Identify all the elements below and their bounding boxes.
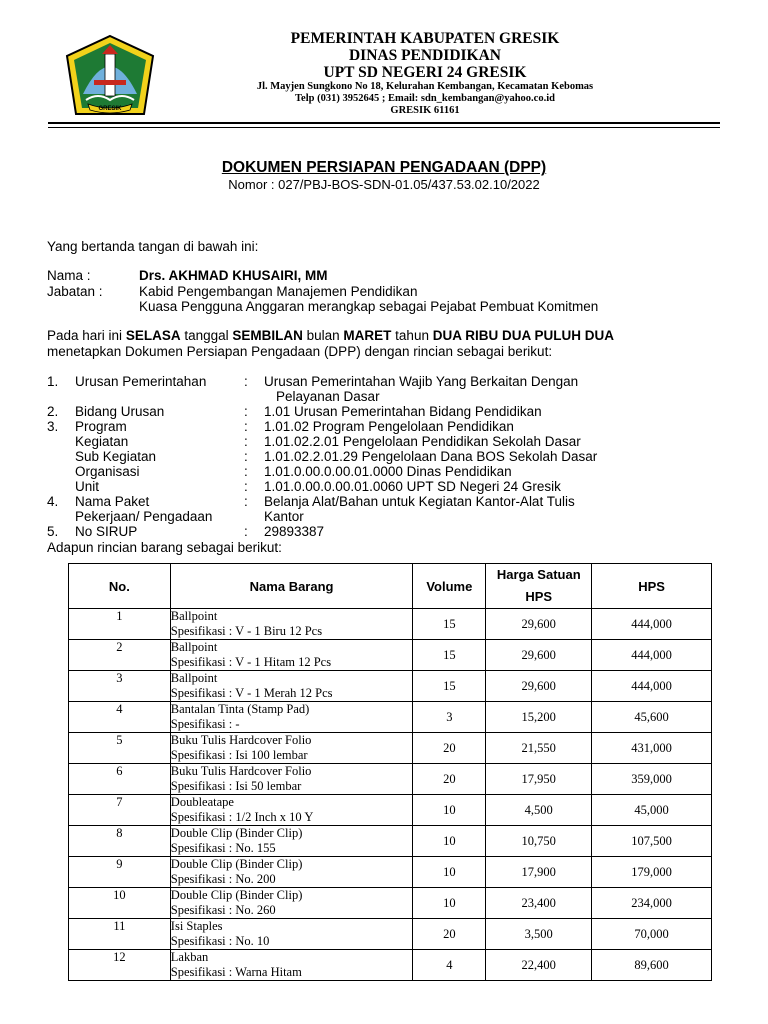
year-value: DUA RIBU DUA PULUH DUA	[432, 328, 614, 343]
table-row: 5 Buku Tulis Hardcover Folio Spesifikasi : Isi 100 lembar 20 21,550 431,000	[69, 733, 712, 764]
table-row: 1 Ballpoint Spesifikasi : V - 1 Biru 12 Pcs 15 29,600 444,000	[69, 609, 712, 640]
letterhead	[190, 30, 660, 117]
document-number: Nomor : 027/PBJ-BOS-SDN-01.05/437.53.02.10/2022	[228, 177, 540, 192]
intro-text: Yang bertanda tangan di bawah ini:	[47, 239, 259, 254]
address: Jl. Mayjen Sungkono No 18, Kelurahan Kembangan, Kecamatan Kebomas	[256, 81, 594, 92]
table-row: 3 Ballpoint Spesifikasi : V - 1 Merah 12 Pcs 15 29,600 444,000	[69, 671, 712, 702]
table-row: 11 Isi Staples Spesifikasi : No. 10 20 3,500 70,000	[69, 919, 712, 950]
agency-name: DINAS PENDIDIKAN	[348, 47, 501, 64]
name-label: Nama :	[47, 268, 91, 283]
header-no: No.	[69, 564, 171, 609]
table-row: 10 Double Clip (Binder Clip) Spesifikasi : No. 260 10 23,400 234,000	[69, 888, 712, 919]
table-row: 12 Lakban Spesifikasi : Warna Hitam 4 22,400 89,600	[69, 950, 712, 981]
header-hps: HPS	[592, 564, 712, 609]
table-header-row	[69, 564, 712, 609]
city-postcode: GRESIK 61161	[390, 105, 460, 116]
position-line-2: Kuasa Pengguna Anggaran merangkap sebagai Pejabat Pembuat Komitmen	[139, 299, 599, 314]
day-value: SELASA	[125, 328, 181, 343]
letterhead-rule-thin	[48, 127, 720, 128]
table-row: 7 Doubleatape Spesifikasi : 1/2 Inch x 10 Y 10 4,500 45,000	[69, 795, 712, 826]
goods-table	[68, 563, 712, 981]
table-row: 9 Double Clip (Binder Clip) Spesifikasi : No. 200 10 17,900 179,000	[69, 857, 712, 888]
header-volume: Volume	[413, 564, 486, 609]
date-value: SEMBILAN	[232, 328, 303, 343]
document-title: DOKUMEN PERSIAPAN PENGADAAN (DPP)	[221, 159, 547, 176]
table-intro: Adapun rincian barang sebagai berikut:	[47, 540, 282, 555]
table-row: 4 Bantalan Tinta (Stamp Pad) Spesifikasi : - 3 15,200 45,600	[69, 702, 712, 733]
table-row: 2 Ballpoint Spesifikasi : V - 1 Hitam 12 Pcs 15 29,600 444,000	[69, 640, 712, 671]
contact: Telp (031) 3952645 ; Email: sdn_kembangan@yahoo.co.id	[295, 93, 555, 104]
logo-text: GRESIK	[98, 106, 122, 112]
government-name: PEMERINTAH KABUPATEN GRESIK	[290, 30, 560, 47]
letterhead-rule-thick	[48, 122, 720, 124]
position-label: Jabatan :	[47, 284, 103, 299]
header-unit-price: Harga Satuan HPS	[486, 564, 592, 609]
gresik-regency-logo	[64, 34, 156, 118]
date-statement-line-2: menetapkan Dokumen Persiapan Pengadaan (DPP) dengan rincian sebagai berikut:	[47, 344, 553, 359]
date-statement: Pada hari ini SELASA tanggal SEMBILAN bulan MARET tahun DUA RIBU DUA PULUH DUA	[47, 328, 614, 343]
table-row: 6 Buku Tulis Hardcover Folio Spesifikasi : Isi 50 lembar 20 17,950 359,000	[69, 764, 712, 795]
month-value: MARET	[343, 328, 392, 343]
position-line-1: Kabid Pengembangan Manajemen Pendidikan	[139, 284, 418, 299]
table-row: 8 Double Clip (Binder Clip) Spesifikasi : No. 155 10 10,750 107,500	[69, 826, 712, 857]
signer-name: Drs. AKHMAD KHUSAIRI, MM	[139, 268, 328, 283]
school-name: UPT SD NEGERI 24 GRESIK	[323, 64, 527, 81]
header-item-name: Nama Barang	[170, 564, 413, 609]
